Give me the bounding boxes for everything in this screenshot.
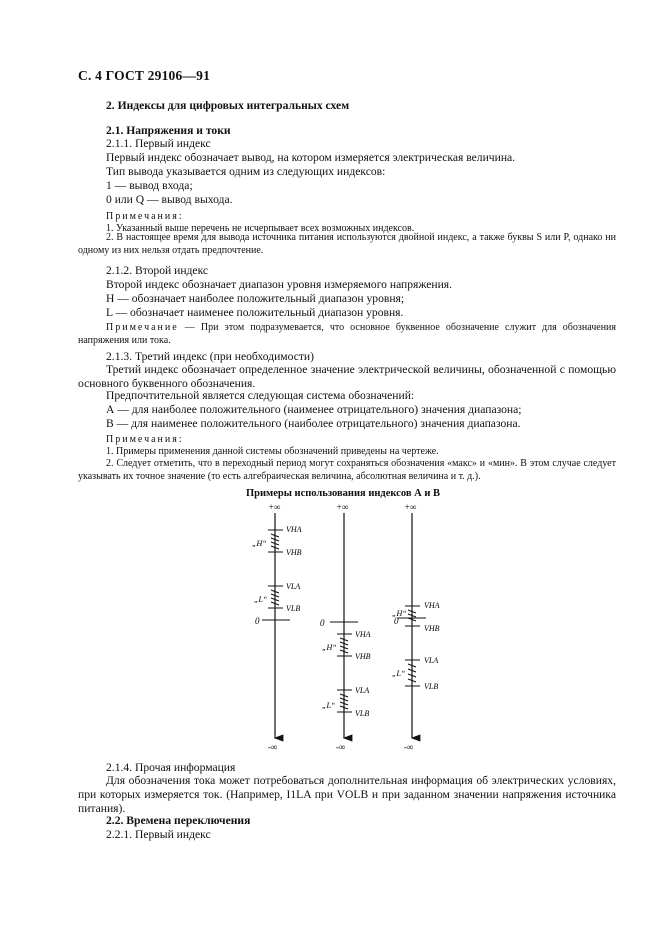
l-range-label: „L“ bbox=[322, 701, 336, 710]
l-range-label: „L“ bbox=[254, 595, 268, 604]
note-item: 1. Указанный выше перечень не исчерпывает всех возможных индексов. bbox=[106, 223, 415, 234]
v-hb-label: VHB bbox=[355, 652, 371, 661]
index-diagram bbox=[0, 498, 661, 758]
l-range-label: „L“ bbox=[392, 669, 406, 678]
note-2-text: — При этом подразумевается, что основное буквенное обозначение служит для обозначения напряжения или тока. bbox=[78, 322, 617, 346]
v-ha-label: VHA bbox=[355, 630, 371, 639]
plus-infinity-label: +∞ bbox=[268, 502, 281, 512]
section-2-title: 2. Индексы для цифровых интегральных схем bbox=[106, 99, 350, 112]
v-ha-label: VHA bbox=[286, 525, 302, 534]
s212-line: L — обозначает наименее положительный диапазон уровня. bbox=[106, 306, 404, 319]
v-lb-label: VLB bbox=[355, 709, 370, 718]
section-2-1-2-title: 2.1.2. Второй индекс bbox=[106, 264, 209, 277]
zero-label: 0 bbox=[394, 616, 399, 626]
plus-infinity-label: +∞ bbox=[336, 502, 349, 512]
s211-line: Первый индекс обозначает вывод, на котором измеряется электрическая величина. bbox=[106, 151, 516, 164]
section-2-2-title: 2.2. Времена переключения bbox=[106, 814, 251, 827]
v-hb-label: VHB bbox=[424, 624, 440, 633]
note-item: 1. Примеры применения данной системы обозначений приведены на чертеже. bbox=[106, 446, 439, 457]
section-2-1-3-title: 2.1.3. Третий индекс (при необходимости) bbox=[106, 350, 314, 363]
note-item: 2. Следует отметить, что в переходный период могут сохраняться обозначения «макс» и «мин». В этом случае следует указывать их точное значение (то есть алгебраическая величина, абсолютная величина и т. д.). bbox=[78, 458, 616, 482]
note-2 bbox=[78, 322, 616, 347]
axis-2 bbox=[320, 502, 371, 752]
section-2-1-4-title: 2.1.4. Прочая информация bbox=[106, 761, 236, 774]
v-la-label: VLA bbox=[286, 582, 301, 591]
section-2-1-title: 2.1. Напряжения и токи bbox=[106, 124, 231, 137]
zero-label: 0 bbox=[255, 616, 260, 626]
note-heading: Примечания: bbox=[106, 434, 184, 445]
axis-1 bbox=[252, 502, 302, 752]
s213-line: В — для наименее положительного (наиболее отрицательного) значения диапазона. bbox=[106, 417, 521, 430]
h-range-label: „H“ bbox=[392, 609, 407, 618]
v-hb-label: VHB bbox=[286, 548, 302, 557]
page-header: С. 4 ГОСТ 29106—91 bbox=[78, 68, 211, 83]
s211-line: 0 или Q — вывод выхода. bbox=[106, 193, 233, 206]
figure-title: Примеры использования индексов А и В bbox=[246, 488, 441, 499]
v-lb-label: VLB bbox=[424, 682, 439, 691]
s213-line: Предпочтительной является следующая система обозначений: bbox=[106, 389, 415, 402]
minus-infinity-label: -∞ bbox=[336, 742, 346, 752]
plus-infinity-label: +∞ bbox=[404, 502, 417, 512]
minus-infinity-label: -∞ bbox=[404, 742, 414, 752]
s213-paragraph: Третий индекс обозначает определенное значение электрической величины, обозначенной с помощью основного буквенного обозначения. bbox=[78, 363, 616, 390]
note-2-label: Примечание bbox=[106, 322, 179, 333]
section-2-2-1-title: 2.2.1. Первый индекс bbox=[106, 828, 211, 841]
s213-line: А — для наиболее положительного (наименее отрицательного) значения диапазона; bbox=[106, 403, 522, 416]
s211-line: Тип вывода указывается одним из следующих индексов: bbox=[106, 165, 386, 178]
axis-3 bbox=[392, 502, 440, 752]
v-la-label: VLA bbox=[355, 686, 370, 695]
s212-line: Н — обозначает наиболее положительный диапазон уровня; bbox=[106, 292, 405, 305]
v-lb-label: VLB bbox=[286, 604, 301, 613]
h-range-label: „H“ bbox=[252, 539, 267, 548]
note-item: 2. В настоящее время для вывода источника питания используются двойной индекс, а также буквы S или P, однако ни одному из них нельзя отдать предпочтение. bbox=[78, 232, 616, 256]
zero-label: 0 bbox=[320, 618, 325, 628]
h-range-label: „H“ bbox=[322, 643, 337, 652]
s212-line: Второй индекс обозначает диапазон уровня измеряемого напряжения. bbox=[106, 278, 453, 291]
minus-infinity-label: -∞ bbox=[268, 742, 278, 752]
note-heading: Примечания: bbox=[106, 211, 184, 222]
s211-line: 1 — вывод входа; bbox=[106, 179, 193, 192]
v-ha-label: VHA bbox=[424, 601, 440, 610]
s214-paragraph: Для обозначения тока может потребоваться дополнительная информация об электрических условиях, при которых измеряется ток. (Например, I1LA при VOLB и при заданном значении напряжения источника питания). bbox=[78, 774, 616, 815]
v-la-label: VLA bbox=[424, 656, 439, 665]
section-2-1-1-title: 2.1.1. Первый индекс bbox=[106, 137, 211, 150]
